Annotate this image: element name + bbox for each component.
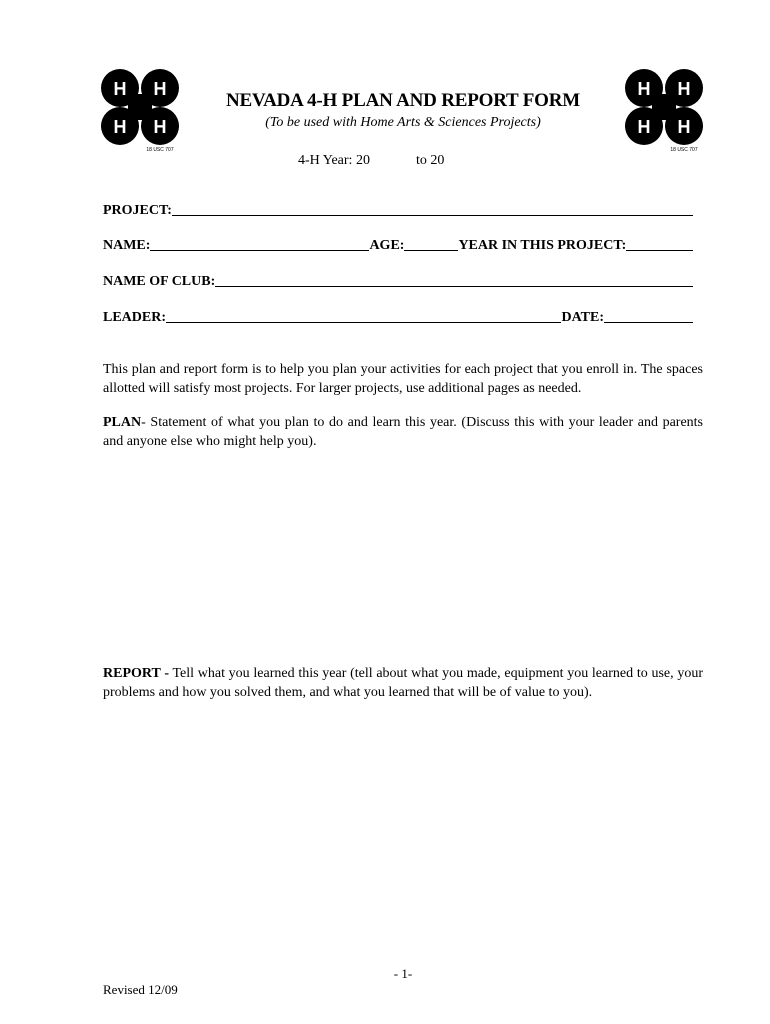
leader-label: LEADER: [103, 310, 167, 325]
date-blank[interactable] [604, 319, 693, 323]
svg-text:H: H [153, 79, 167, 99]
svg-text:18 USC 707: 18 USC 707 [146, 147, 174, 153]
club-label: NAME OF CLUB: [103, 274, 216, 289]
name-label: NAME: [103, 238, 151, 253]
report-text: Tell what you learned this year (tell about what you made, equipment you learned to use, your problems and how you solved them, and what you learned that will be of value to you). [103, 666, 703, 700]
name-age-field[interactable] [103, 236, 693, 254]
years-in-project-blank[interactable] [626, 247, 693, 251]
name-blank[interactable] [150, 247, 369, 251]
leader-blank[interactable] [166, 319, 561, 323]
age-blank[interactable] [404, 247, 458, 251]
svg-text:H: H [637, 79, 651, 99]
year-to-label: to 20 [415, 153, 445, 168]
project-label: PROJECT: [103, 203, 172, 218]
svg-text:H: H [677, 79, 691, 99]
svg-text:H: H [153, 117, 167, 137]
plan-label: PLAN [103, 415, 142, 430]
project-field[interactable] [103, 201, 693, 219]
intro-paragraph: This plan and report form is to help you plan your activities for each project that you enroll in. The spaces allotted will satisfy most projects. For larger projects, use additional pages as needed. [103, 362, 703, 396]
page-number: - 1- [393, 966, 413, 981]
svg-text:18 USC 707: 18 USC 707 [670, 147, 698, 153]
years-in-project-label: YEAR IN THIS PROJECT: [458, 238, 627, 253]
report-section [103, 664, 703, 702]
form-subtitle: (To be used with Home Arts & Sciences Projects) [265, 115, 541, 130]
plan-section [103, 413, 703, 451]
year-line [298, 153, 444, 169]
svg-text:H: H [113, 117, 127, 137]
leader-date-field[interactable] [103, 308, 693, 326]
svg-text:H: H [113, 79, 127, 99]
club-blank[interactable] [215, 283, 693, 287]
svg-text:H: H [637, 117, 651, 137]
report-label: REPORT - [103, 666, 169, 681]
date-label: DATE: [561, 310, 604, 325]
revised-date: Revised 12/09 [103, 982, 178, 997]
form-title: NEVADA 4-H PLAN AND REPORT FORM [226, 90, 580, 111]
club-field[interactable] [103, 272, 693, 290]
age-label: AGE: [369, 238, 405, 253]
plan-text: - Statement of what you plan to do and learn this year. (Discuss this with your leader and parents and anyone else who might help you). [103, 415, 703, 449]
project-blank[interactable] [172, 212, 693, 216]
svg-text:H: H [677, 117, 691, 137]
year-label: 4-H Year: 20 [298, 153, 370, 168]
